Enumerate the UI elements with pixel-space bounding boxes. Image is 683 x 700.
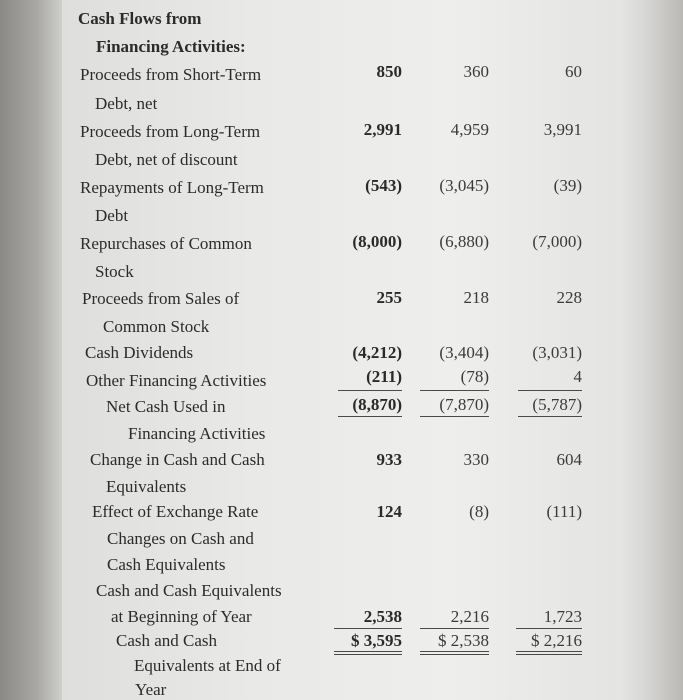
value-cell: (7,870): [439, 395, 489, 414]
value-cell: 218: [463, 288, 489, 307]
row-label-continued: Debt, net of discount: [95, 150, 238, 169]
value-cell: (8,000): [352, 232, 402, 251]
row-label-continued: Stock: [95, 262, 134, 281]
row-label: Other Financing Activities: [86, 371, 267, 390]
value-cell: 330: [463, 450, 489, 469]
value-cell: (39): [553, 176, 582, 195]
row-label: Net Cash Used in: [106, 397, 226, 416]
value-cell: 60: [565, 62, 582, 81]
row-label: Change in Cash and Cash: [90, 450, 265, 469]
value-cell: $ 2,216: [531, 631, 582, 650]
value-cell: (78): [460, 367, 489, 386]
double-underline: [334, 654, 402, 655]
row-label-continued: Year: [135, 680, 167, 699]
row-label: Repayments of Long-Term: [80, 178, 264, 197]
value-cell: (7,000): [532, 232, 582, 251]
screen-bezel-left: [0, 0, 62, 700]
document-page: [62, 0, 618, 700]
row-label-continued: Cash Equivalents: [107, 555, 226, 574]
value-cell: (5,787): [532, 395, 582, 414]
value-cell: 4: [573, 367, 582, 386]
row-label: Proceeds from Long-Term: [80, 122, 261, 141]
row-label-continued: Changes on Cash and: [107, 529, 254, 548]
value-cell: (4,212): [352, 343, 402, 362]
total-underline: [518, 416, 582, 417]
value-cell: 4,959: [450, 120, 489, 139]
value-cell: (3,404): [439, 343, 489, 362]
value-cell: 2,538: [363, 607, 402, 626]
row-label: Cash and Cash Equivalents: [96, 581, 282, 600]
value-cell: 2,216: [450, 607, 489, 626]
total-underline: [338, 416, 402, 417]
value-cell: (211): [366, 367, 402, 386]
value-cell: (543): [365, 176, 402, 195]
row-label-continued: Debt, net: [95, 94, 158, 113]
value-cell: 933: [376, 450, 402, 469]
row-label-continued: Debt: [95, 206, 129, 225]
value-cell: (6,880): [439, 232, 489, 251]
row-label: Cash and Cash: [116, 631, 218, 650]
row-label-continued: at Beginning of Year: [111, 607, 252, 626]
section-heading: Cash Flows from: [78, 9, 202, 28]
sum-underline: [420, 628, 489, 629]
value-cell: 850: [376, 62, 402, 81]
row-label: Repurchases of Common: [80, 234, 252, 253]
row-label-continued: Equivalents: [106, 477, 187, 496]
double-underline: [516, 654, 582, 655]
value-cell: (111): [546, 502, 582, 521]
row-label-continued: Equivalents at End of: [134, 656, 281, 675]
value-cell: (8,870): [352, 395, 402, 414]
row-label: Proceeds from Sales of: [82, 289, 240, 308]
row-label-continued: Financing Activities: [128, 424, 266, 443]
double-underline: [334, 651, 402, 652]
row-label: Effect of Exchange Rate: [92, 502, 259, 521]
sum-underline: [334, 628, 402, 629]
total-underline: [420, 416, 489, 417]
value-cell: 124: [376, 502, 402, 521]
double-underline: [516, 651, 582, 652]
row-label-continued: Common Stock: [103, 317, 210, 336]
value-cell: $ 3,595: [351, 631, 402, 650]
value-cell: 228: [556, 288, 582, 307]
value-cell: 2,991: [363, 120, 402, 139]
value-cell: (8): [469, 502, 489, 521]
subtotal-underline: [338, 390, 402, 391]
double-underline: [420, 651, 489, 652]
double-underline: [420, 654, 489, 655]
value-cell: (3,031): [532, 343, 582, 362]
value-cell: 604: [556, 450, 582, 469]
value-cell: 1,723: [543, 607, 582, 626]
subtotal-underline: [420, 390, 489, 391]
row-label: Proceeds from Short-Term: [80, 65, 262, 84]
row-label: Cash Dividends: [85, 343, 194, 362]
subtotal-underline: [518, 390, 582, 391]
value-cell: 360: [463, 62, 489, 81]
sum-underline: [516, 628, 582, 629]
value-cell: 255: [376, 288, 402, 307]
value-cell: 3,991: [543, 120, 582, 139]
value-cell: (3,045): [439, 176, 489, 195]
financing-activities-table: [76, 0, 622, 700]
screen-bezel-right: [618, 0, 683, 700]
value-cell: $ 2,538: [438, 631, 489, 650]
section-subheading: Financing Activities:: [96, 37, 246, 56]
